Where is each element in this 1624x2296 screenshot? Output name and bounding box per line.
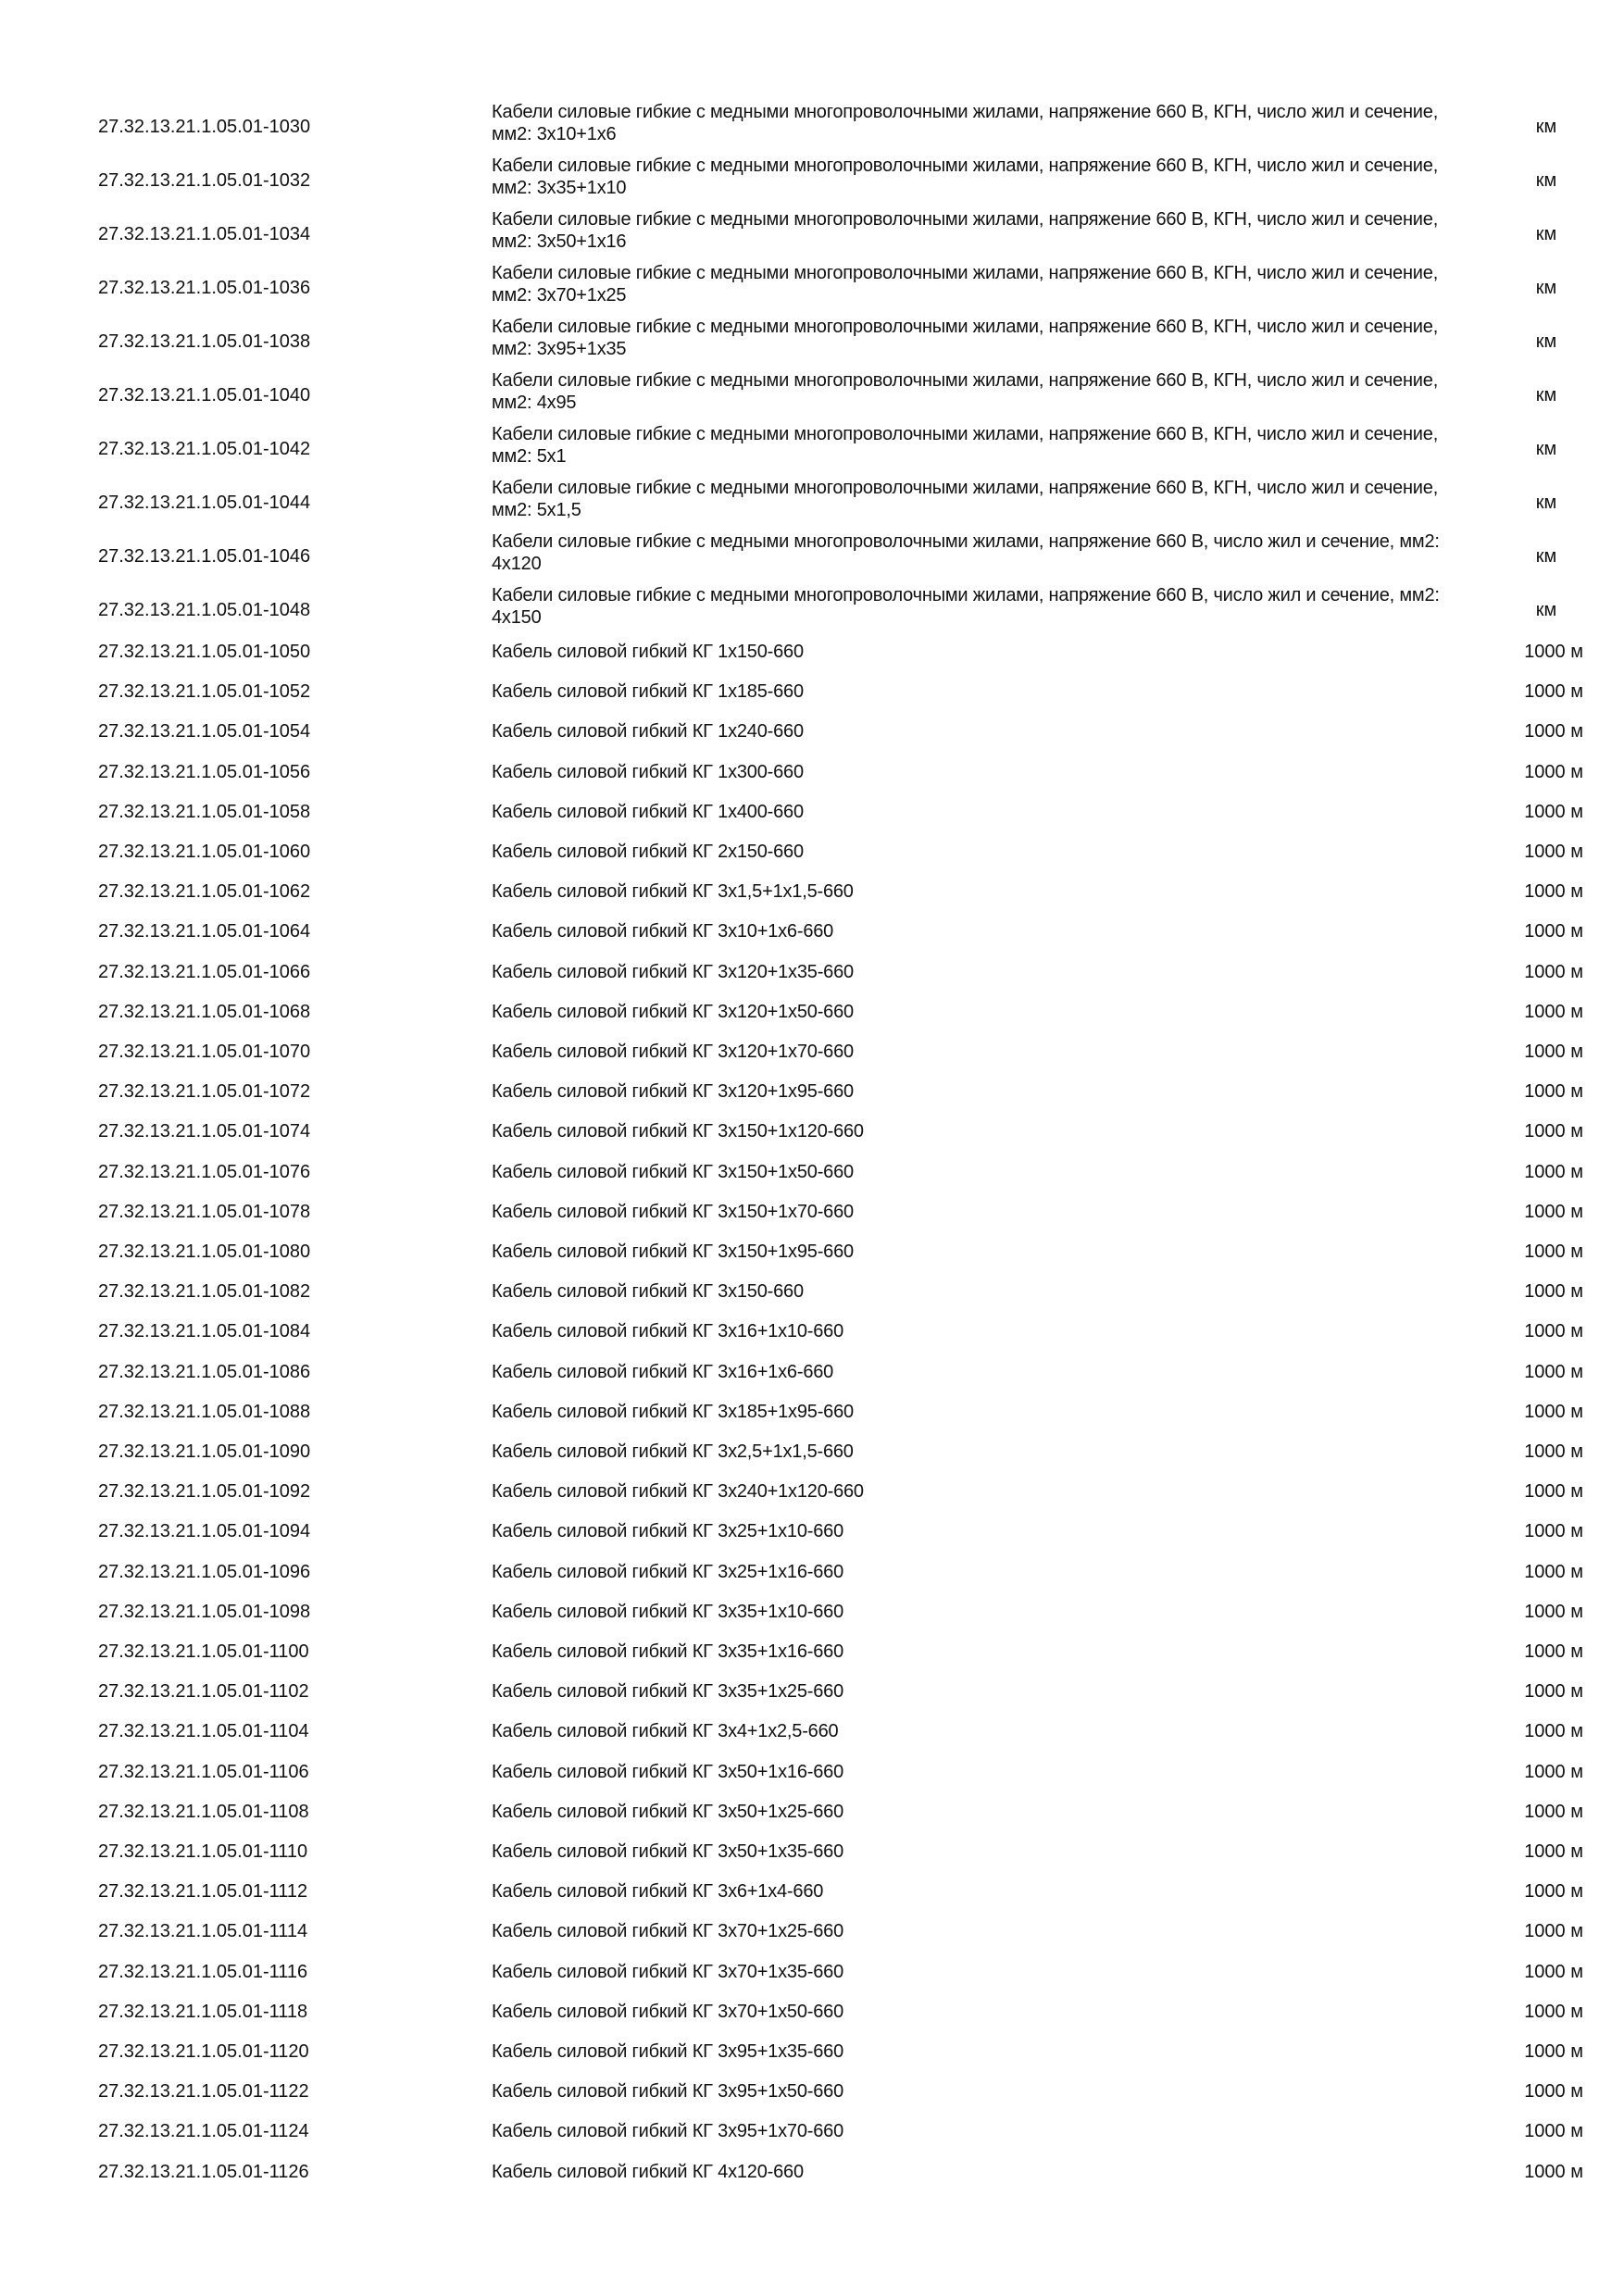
table-row (0, 1596, 1624, 1636)
row-description: Кабели силовые гибкие с медными многопроволочными жилами, напряжение 660 В, КГН, число жил и сечение, мм2: 3х35+1х10 (492, 156, 1439, 198)
table-row (0, 207, 1624, 261)
row-unit: 1000 м (1524, 1801, 1583, 1822)
row-code: 27.32.13.21.1.05.01-1086 (98, 1361, 311, 1382)
row-description: Кабель силовой гибкий КГ 3х35+1х16-660 (492, 1641, 844, 1662)
row-unit: км (1535, 385, 1557, 406)
row-code: 27.32.13.21.1.05.01-1102 (98, 1681, 309, 1703)
row-unit: 1000 м (1524, 1641, 1583, 1662)
row-description: Кабель силовой гибкий КГ 3х95+1х70-660 (492, 2121, 844, 2142)
row-description: Кабель силовой гибкий КГ 3х2,5+1х1,5-660 (492, 1441, 854, 1462)
row-code: 27.32.13.21.1.05.01-1090 (98, 1441, 311, 1462)
row-description: Кабели силовые гибкие с медными многопроволочными жилами, напряжение 660 В, число жил и сечение, мм2: 4х120 (492, 531, 1440, 574)
row-description: Кабель силовой гибкий КГ 3х6+1х4-660 (492, 1881, 824, 1903)
row-unit: 1000 м (1524, 1841, 1583, 1862)
table-row (0, 636, 1624, 676)
row-unit: 1000 м (1524, 842, 1583, 862)
row-description: Кабель силовой гибкий КГ 3х95+1х35-660 (492, 2041, 844, 2062)
row-unit: 1000 м (1524, 2081, 1583, 2103)
table-row (0, 956, 1624, 996)
row-description: Кабели силовые гибкие с медными многопроволочными жилами, напряжение 660 В, КГН, число жил и сечение, мм2: 4х95 (492, 370, 1439, 413)
row-description: Кабель силовой гибкий КГ 2х150-660 (492, 842, 804, 862)
table-row (0, 1915, 1624, 1955)
row-code: 27.32.13.21.1.05.01-1030 (98, 117, 311, 137)
row-unit: 1000 м (1524, 2001, 1583, 2022)
row-description: Кабель силовой гибкий КГ 3х120+1х70-660 (492, 1042, 854, 1062)
table-row (0, 1276, 1624, 1316)
row-unit: 1000 м (1524, 1001, 1583, 1022)
table-row (0, 1796, 1624, 1836)
row-code: 27.32.13.21.1.05.01-1064 (98, 921, 311, 942)
row-description: Кабели силовые гибкие с медными многопроволочными жилами, напряжение 660 В, КГН, число жил и сечение, мм2: 3х50+1х16 (492, 209, 1439, 252)
row-code: 27.32.13.21.1.05.01-1122 (98, 2081, 309, 2103)
row-code: 27.32.13.21.1.05.01-1052 (98, 681, 311, 703)
row-code: 27.32.13.21.1.05.01-1100 (98, 1641, 309, 1662)
table-row (0, 530, 1624, 583)
row-description: Кабель силовой гибкий КГ 3х1,5+1х1,5-660 (492, 881, 854, 903)
row-code: 27.32.13.21.1.05.01-1116 (98, 1961, 308, 1982)
row-code: 27.32.13.21.1.05.01-1104 (98, 1721, 309, 1742)
row-code: 27.32.13.21.1.05.01-1112 (98, 1881, 308, 1903)
row-description: Кабель силовой гибкий КГ 3х70+1х35-660 (492, 1961, 844, 1982)
row-unit: 1000 м (1524, 1921, 1583, 1942)
table-row (0, 2115, 1624, 2155)
row-unit: 1000 м (1524, 681, 1583, 703)
row-unit: 1000 м (1524, 1441, 1583, 1462)
table-row (0, 1996, 1624, 2036)
table-row (0, 1156, 1624, 1196)
row-code: 27.32.13.21.1.05.01-1066 (98, 961, 311, 982)
row-code: 27.32.13.21.1.05.01-1072 (98, 1081, 311, 1103)
row-code: 27.32.13.21.1.05.01-1070 (98, 1042, 311, 1062)
row-code: 27.32.13.21.1.05.01-1092 (98, 1481, 311, 1503)
table-row (0, 2076, 1624, 2115)
table-row (0, 1396, 1624, 1436)
row-description: Кабель силовой гибкий КГ 3х50+1х25-660 (492, 1801, 844, 1822)
row-code: 27.32.13.21.1.05.01-1096 (98, 1561, 311, 1582)
row-code: 27.32.13.21.1.05.01-1068 (98, 1001, 311, 1022)
row-code: 27.32.13.21.1.05.01-1078 (98, 1201, 311, 1222)
table-row (0, 876, 1624, 916)
table-row (0, 1116, 1624, 1155)
table-row (0, 583, 1624, 637)
table-row (0, 796, 1624, 836)
table-row (0, 2036, 1624, 2076)
table-row (0, 996, 1624, 1036)
row-unit: 1000 м (1524, 1081, 1583, 1103)
row-description: Кабель силовой гибкий КГ 3х150+1х70-660 (492, 1201, 854, 1222)
table-row (0, 2156, 1624, 2196)
row-code: 27.32.13.21.1.05.01-1044 (98, 493, 311, 513)
row-unit: 1000 м (1524, 1121, 1583, 1142)
row-code: 27.32.13.21.1.05.01-1048 (98, 600, 311, 620)
row-code: 27.32.13.21.1.05.01-1088 (98, 1401, 311, 1422)
row-description: Кабели силовые гибкие с медными многопроволочными жилами, напряжение 660 В, КГН, число жил и сечение, мм2: 3х70+1х25 (492, 263, 1439, 306)
row-description: Кабель силовой гибкий КГ 3х10+1х6-660 (492, 921, 834, 942)
row-code: 27.32.13.21.1.05.01-1038 (98, 331, 311, 352)
row-unit: 1000 м (1524, 1681, 1583, 1703)
row-code: 27.32.13.21.1.05.01-1110 (98, 1841, 308, 1862)
table-row (0, 1836, 1624, 1876)
table-row (0, 368, 1624, 422)
table-row (0, 261, 1624, 315)
row-description: Кабели силовые гибкие с медными многопроволочными жилами, напряжение 660 В, число жил и сечение, мм2: 4х150 (492, 585, 1440, 628)
table-row (0, 315, 1624, 368)
table-row (0, 1556, 1624, 1596)
table-row (0, 422, 1624, 476)
row-code: 27.32.13.21.1.05.01-1114 (98, 1921, 308, 1942)
row-description: Кабель силовой гибкий КГ 3х35+1х25-660 (492, 1681, 844, 1703)
row-unit: 1000 м (1524, 1242, 1583, 1262)
row-code: 27.32.13.21.1.05.01-1080 (98, 1242, 311, 1262)
row-description: Кабели силовые гибкие с медными многопроволочными жилами, напряжение 660 В, КГН, число жил и сечение, мм2: 3х10+1х6 (492, 102, 1439, 144)
row-description: Кабели силовые гибкие с медными многопроволочными жилами, напряжение 660 В, КГН, число жил и сечение, мм2: 3х95+1х35 (492, 317, 1439, 359)
row-unit: 1000 м (1524, 1881, 1583, 1903)
table-row (0, 716, 1624, 755)
table-row (0, 1236, 1624, 1276)
row-code: 27.32.13.21.1.05.01-1118 (98, 2001, 308, 2022)
row-unit: км (1535, 117, 1557, 137)
row-description: Кабель силовой гибкий КГ 1х400-660 (492, 801, 804, 822)
row-unit: 1000 м (1524, 801, 1583, 822)
row-code: 27.32.13.21.1.05.01-1108 (98, 1801, 309, 1822)
table-row (0, 756, 1624, 796)
row-code: 27.32.13.21.1.05.01-1060 (98, 842, 311, 862)
row-code: 27.32.13.21.1.05.01-1058 (98, 801, 311, 822)
table-row (0, 1076, 1624, 1116)
table-row (0, 154, 1624, 207)
row-unit: 1000 м (1524, 2161, 1583, 2182)
row-description: Кабель силовой гибкий КГ 3х150+1х120-660 (492, 1121, 864, 1142)
row-unit: км (1535, 600, 1557, 620)
row-description: Кабель силовой гибкий КГ 3х16+1х6-660 (492, 1361, 834, 1382)
table-row (0, 1756, 1624, 1796)
row-unit: км (1535, 278, 1557, 298)
table-row (0, 1676, 1624, 1716)
row-description: Кабель силовой гибкий КГ 1х300-660 (492, 761, 804, 782)
table-row (0, 1516, 1624, 1555)
row-code: 27.32.13.21.1.05.01-1126 (98, 2161, 309, 2182)
row-unit: 1000 м (1524, 1521, 1583, 1542)
row-description: Кабели силовые гибкие с медными многопроволочными жилами, напряжение 660 В, КГН, число жил и сечение, мм2: 5х1,5 (492, 478, 1439, 520)
row-description: Кабель силовой гибкий КГ 4х120-660 (492, 2161, 804, 2182)
table-row (0, 836, 1624, 876)
row-unit: км (1535, 331, 1557, 352)
table-row (0, 1956, 1624, 1996)
table-row (0, 1196, 1624, 1236)
row-description: Кабель силовой гибкий КГ 3х4+1х2,5-660 (492, 1721, 839, 1742)
row-code: 27.32.13.21.1.05.01-1082 (98, 1281, 311, 1303)
row-unit: 1000 м (1524, 761, 1583, 782)
row-unit: 1000 м (1524, 1761, 1583, 1782)
table-row (0, 916, 1624, 955)
row-code: 27.32.13.21.1.05.01-1042 (98, 439, 311, 459)
row-unit: 1000 м (1524, 1721, 1583, 1742)
row-unit: 1000 м (1524, 881, 1583, 903)
row-unit: 1000 м (1524, 1561, 1583, 1582)
row-code: 27.32.13.21.1.05.01-1046 (98, 546, 311, 567)
row-description: Кабель силовой гибкий КГ 3х25+1х10-660 (492, 1521, 844, 1542)
row-code: 27.32.13.21.1.05.01-1054 (98, 721, 311, 742)
row-description: Кабель силовой гибкий КГ 3х120+1х35-660 (492, 961, 854, 982)
row-unit: км (1535, 170, 1557, 191)
row-description: Кабель силовой гибкий КГ 3х150-660 (492, 1281, 804, 1303)
row-description: Кабель силовой гибкий КГ 3х120+1х95-660 (492, 1081, 854, 1103)
row-unit: км (1535, 224, 1557, 244)
table-row (0, 1036, 1624, 1076)
row-code: 27.32.13.21.1.05.01-1036 (98, 278, 311, 298)
row-description: Кабель силовой гибкий КГ 3х50+1х16-660 (492, 1761, 844, 1782)
table-row (0, 1716, 1624, 1755)
row-code: 27.32.13.21.1.05.01-1034 (98, 224, 311, 244)
table-row (0, 1476, 1624, 1516)
row-description: Кабель силовой гибкий КГ 3х240+1х120-660 (492, 1481, 864, 1503)
row-code: 27.32.13.21.1.05.01-1124 (98, 2121, 309, 2142)
row-code: 27.32.13.21.1.05.01-1032 (98, 170, 311, 191)
row-description: Кабель силовой гибкий КГ 1х150-660 (492, 642, 804, 662)
row-code: 27.32.13.21.1.05.01-1056 (98, 761, 311, 782)
row-unit: 1000 м (1524, 1401, 1583, 1422)
row-code: 27.32.13.21.1.05.01-1084 (98, 1321, 311, 1342)
row-unit: 1000 м (1524, 642, 1583, 662)
table-row (0, 1636, 1624, 1676)
table-row (0, 1316, 1624, 1355)
row-code: 27.32.13.21.1.05.01-1098 (98, 1601, 311, 1622)
table-row (0, 676, 1624, 716)
row-unit: 1000 м (1524, 2121, 1583, 2142)
row-unit: 1000 м (1524, 1361, 1583, 1382)
row-code: 27.32.13.21.1.05.01-1040 (98, 385, 311, 406)
row-code: 27.32.13.21.1.05.01-1050 (98, 642, 311, 662)
table-row (0, 100, 1624, 154)
row-code: 27.32.13.21.1.05.01-1062 (98, 881, 311, 903)
row-description: Кабель силовой гибкий КГ 3х70+1х25-660 (492, 1921, 844, 1942)
row-unit: 1000 м (1524, 721, 1583, 742)
row-code: 27.32.13.21.1.05.01-1120 (98, 2041, 309, 2062)
row-code: 27.32.13.21.1.05.01-1094 (98, 1521, 311, 1542)
row-unit: 1000 м (1524, 1321, 1583, 1342)
row-description: Кабель силовой гибкий КГ 3х50+1х35-660 (492, 1841, 844, 1862)
row-description: Кабель силовой гибкий КГ 3х185+1х95-660 (492, 1401, 854, 1422)
row-description: Кабель силовой гибкий КГ 1х240-660 (492, 721, 804, 742)
row-description: Кабель силовой гибкий КГ 3х95+1х50-660 (492, 2081, 844, 2103)
row-description: Кабель силовой гибкий КГ 3х25+1х16-660 (492, 1561, 844, 1582)
row-description: Кабель силовой гибкий КГ 3х120+1х50-660 (492, 1001, 854, 1022)
table-row (0, 1876, 1624, 1915)
row-unit: км (1535, 546, 1557, 567)
row-code: 27.32.13.21.1.05.01-1076 (98, 1161, 311, 1182)
row-description: Кабель силовой гибкий КГ 3х150+1х95-660 (492, 1242, 854, 1262)
row-code: 27.32.13.21.1.05.01-1074 (98, 1121, 311, 1142)
row-unit: 1000 м (1524, 1281, 1583, 1303)
row-description: Кабель силовой гибкий КГ 3х16+1х10-660 (492, 1321, 844, 1342)
table-row (0, 1356, 1624, 1396)
row-unit: км (1535, 493, 1557, 513)
row-unit: 1000 м (1524, 1042, 1583, 1062)
row-code: 27.32.13.21.1.05.01-1106 (98, 1761, 309, 1782)
table-row (0, 476, 1624, 530)
row-unit: 1000 м (1524, 1601, 1583, 1622)
row-unit: км (1535, 439, 1557, 459)
table-row (0, 1436, 1624, 1476)
row-unit: 1000 м (1524, 1481, 1583, 1503)
row-unit: 1000 м (1524, 1201, 1583, 1222)
row-description: Кабели силовые гибкие с медными многопроволочными жилами, напряжение 660 В, КГН, число жил и сечение, мм2: 5х1 (492, 424, 1439, 467)
row-unit: 1000 м (1524, 1961, 1583, 1982)
row-description: Кабель силовой гибкий КГ 1х185-660 (492, 681, 804, 703)
row-description: Кабель силовой гибкий КГ 3х150+1х50-660 (492, 1161, 854, 1182)
row-unit: 1000 м (1524, 961, 1583, 982)
row-unit: 1000 м (1524, 2041, 1583, 2062)
row-unit: 1000 м (1524, 1161, 1583, 1182)
row-description: Кабель силовой гибкий КГ 3х35+1х10-660 (492, 1601, 844, 1622)
row-description: Кабель силовой гибкий КГ 3х70+1х50-660 (492, 2001, 844, 2022)
row-unit: 1000 м (1524, 921, 1583, 942)
